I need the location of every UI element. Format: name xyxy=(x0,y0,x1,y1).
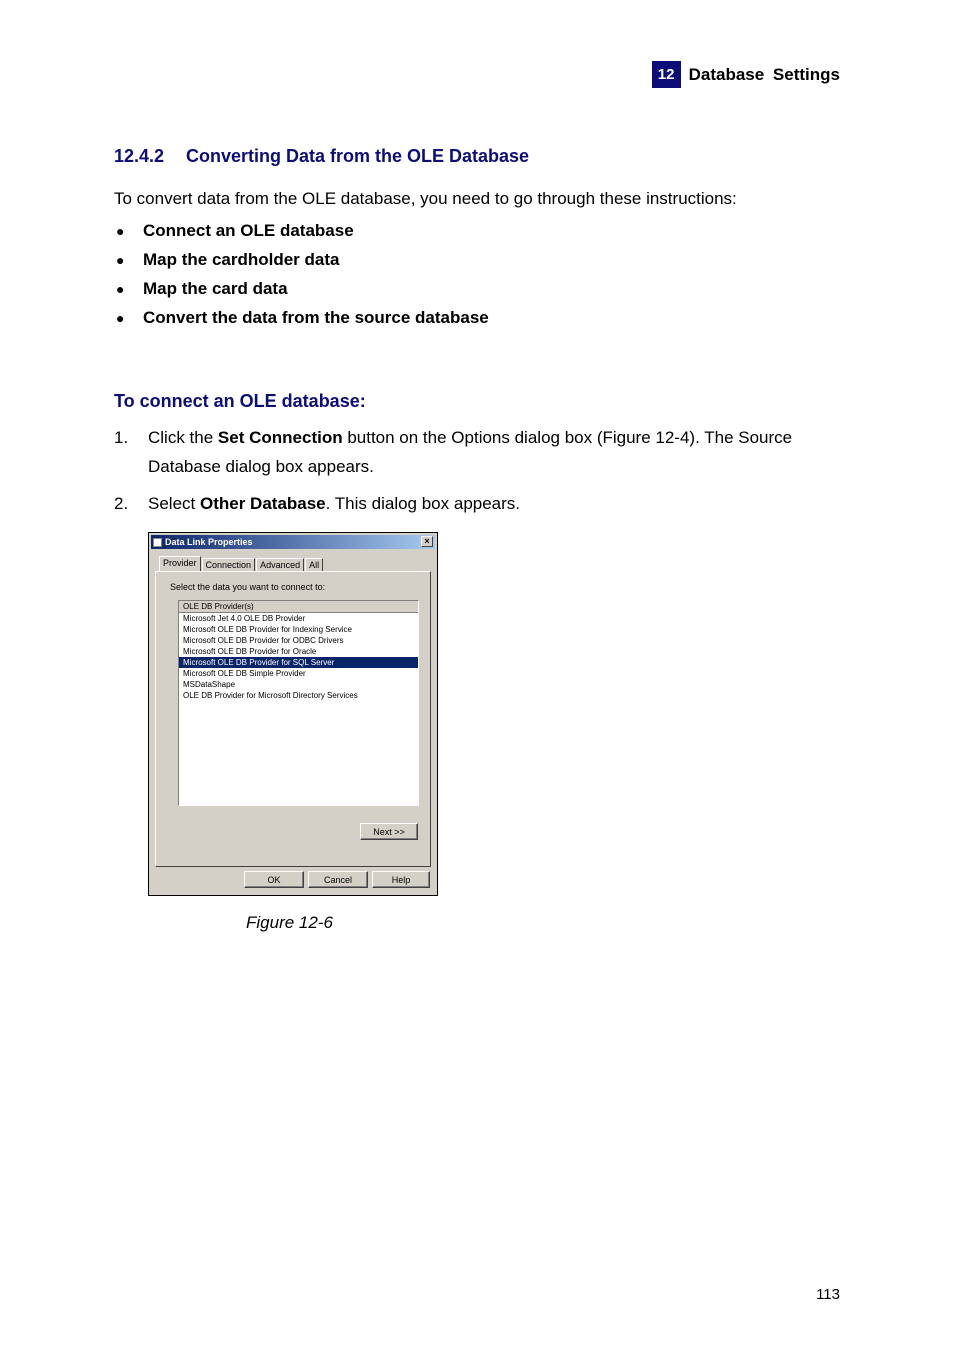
list-column-header[interactable]: OLE DB Provider(s) xyxy=(179,601,418,613)
cancel-button[interactable]: Cancel xyxy=(308,871,368,888)
step-text: Select Other Database. This dialog box appears. xyxy=(148,494,521,513)
list-item[interactable]: MSDataShape xyxy=(183,680,236,689)
page-number: 113 xyxy=(816,1286,840,1303)
tab-connection[interactable]: Connection xyxy=(202,558,256,571)
bullet-icon: ● xyxy=(116,222,125,239)
dialog-title: Data Link Properties xyxy=(165,537,253,547)
bullet-icon: ● xyxy=(116,309,125,326)
next-button[interactable]: Next >> xyxy=(360,823,418,840)
list-item[interactable]: Microsoft OLE DB Provider for ODBC Drivers xyxy=(183,636,344,645)
bullet-icon: ● xyxy=(116,280,125,297)
ok-button[interactable]: OK xyxy=(244,871,304,888)
app-icon xyxy=(153,538,162,547)
list-item-selected[interactable]: Microsoft OLE DB Provider for SQL Server xyxy=(179,657,418,668)
section-title: Converting Data from the OLE Database xyxy=(186,146,530,166)
step-text: Click the Set Connection button on the Options dialog box (Figure 12-4). The Source Database dialog box appears. xyxy=(148,428,793,476)
list-item[interactable]: Microsoft OLE DB Simple Provider xyxy=(183,669,306,678)
tab-all[interactable]: All xyxy=(305,558,323,571)
provider-tab-panel xyxy=(155,571,431,867)
list-item[interactable]: Microsoft Jet 4.0 OLE DB Provider xyxy=(183,614,306,623)
running-header xyxy=(652,61,840,88)
section-heading xyxy=(114,146,529,167)
data-link-properties-dialog xyxy=(148,532,438,896)
list-item: ● Convert the data from the source database xyxy=(116,307,489,327)
dialog-titlebar[interactable] xyxy=(151,535,435,549)
procedure-step xyxy=(114,489,848,518)
close-icon[interactable]: × xyxy=(421,536,433,547)
chapter-number-badge: 12 xyxy=(652,61,681,88)
intro-paragraph: To convert data from the OLE database, you need to go through these instructions: xyxy=(114,189,737,208)
tab-provider[interactable]: Provider xyxy=(159,556,201,572)
provider-prompt: Select the data you want to connect to: xyxy=(170,582,326,592)
bullet-icon: ● xyxy=(116,251,125,268)
list-item[interactable]: Microsoft OLE DB Provider for Oracle xyxy=(183,647,317,656)
procedure-heading: To connect an OLE database: xyxy=(114,391,366,411)
tab-advanced[interactable]: Advanced xyxy=(256,558,304,571)
step-number: 1. xyxy=(114,428,129,447)
procedure-step xyxy=(114,423,848,481)
provider-listbox[interactable] xyxy=(178,600,419,806)
instruction-list xyxy=(114,216,489,332)
help-button[interactable]: Help xyxy=(372,871,430,888)
list-item: ● Connect an OLE database xyxy=(116,220,354,240)
list-item[interactable]: Microsoft OLE DB Provider for Indexing Service xyxy=(183,625,352,634)
tab-strip xyxy=(159,556,324,572)
list-item: ● Map the cardholder data xyxy=(116,249,340,269)
list-item: ● Map the card data xyxy=(116,278,288,298)
figure-caption: Figure 12-6 xyxy=(246,913,333,932)
list-item[interactable]: OLE DB Provider for Microsoft Directory Services xyxy=(183,691,358,700)
section-number: 12.4.2 xyxy=(114,146,165,166)
chapter-title: Database Settings xyxy=(688,64,840,84)
step-number: 2. xyxy=(114,494,129,513)
